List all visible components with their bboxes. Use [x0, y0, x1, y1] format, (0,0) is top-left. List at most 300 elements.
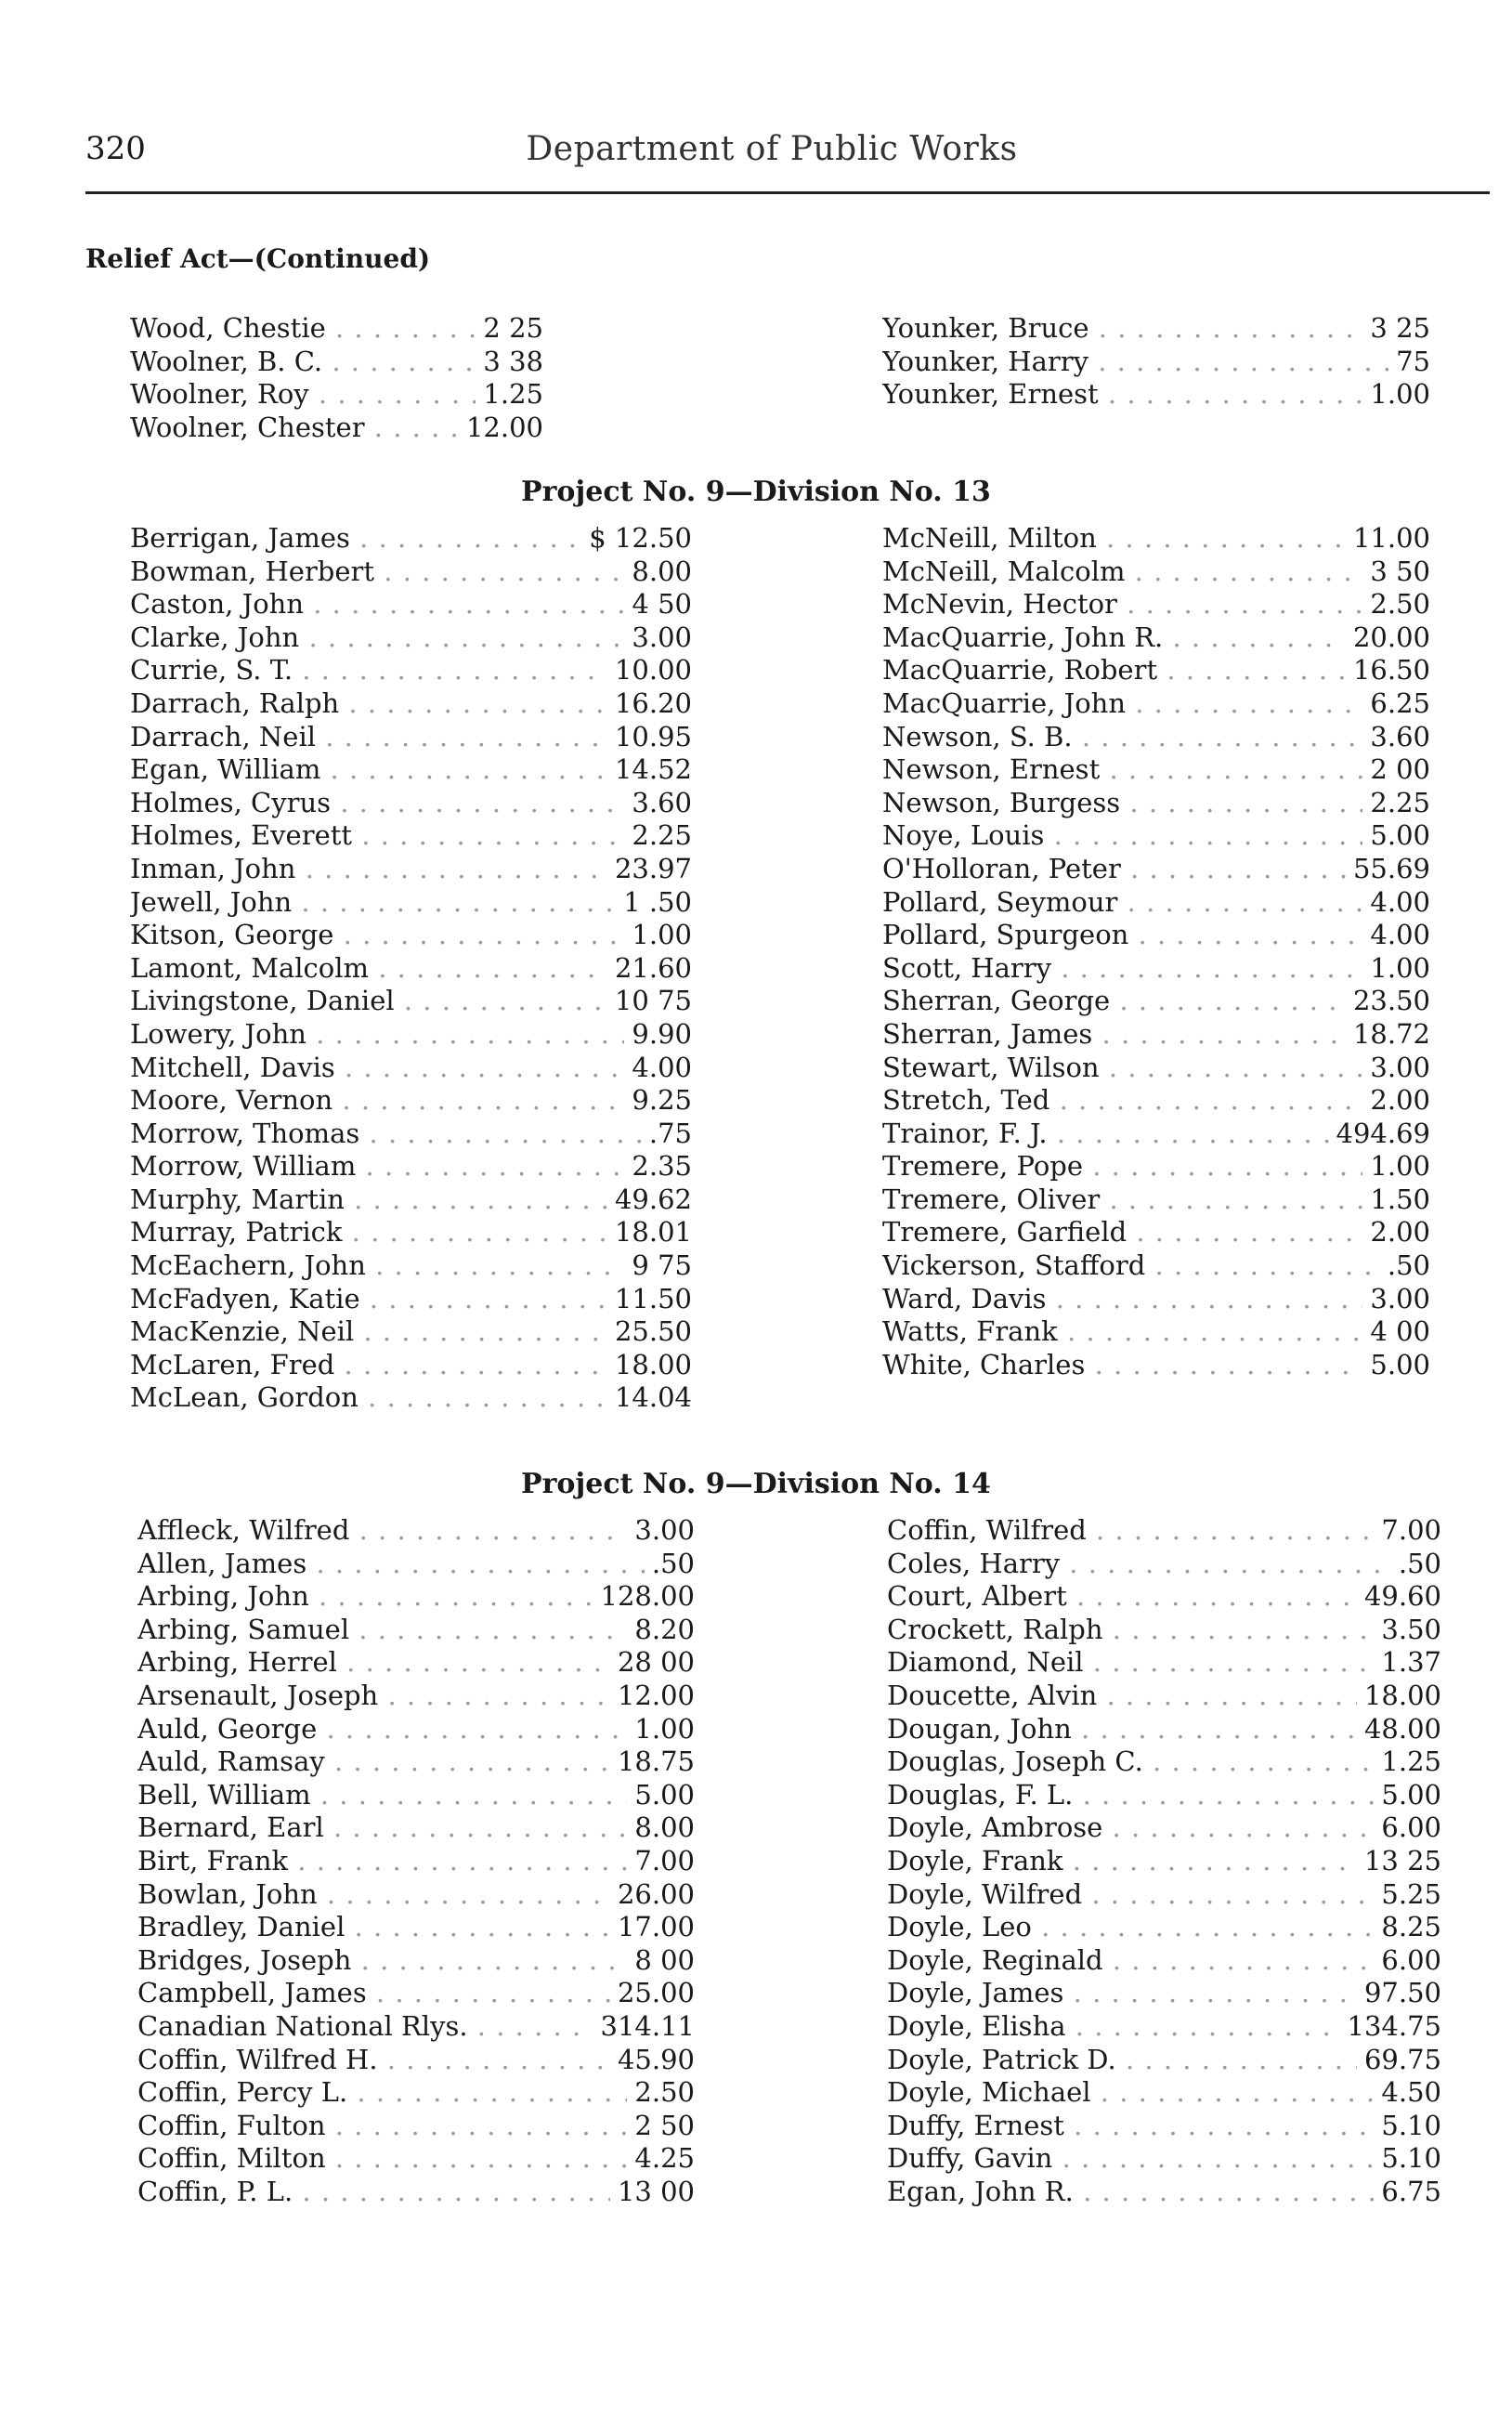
- list-item: [887, 1779, 1441, 1812]
- list-item: [130, 1018, 692, 1052]
- payee-name: McEachern, John . . .: [130, 1249, 684, 1283]
- payee-name: Stewart, Wilson . . .: [882, 1052, 1423, 1085]
- list-item: [130, 312, 543, 346]
- list-item: [130, 522, 692, 556]
- list-item: [887, 2176, 1441, 2209]
- list-item: [137, 1779, 695, 1812]
- list-item: [130, 1150, 692, 1183]
- amount: 2.00: [1362, 1216, 1430, 1249]
- payee-name: Doucette, Alvin . . .: [887, 1680, 1434, 1713]
- payee-name: Douglas, Joseph C. . . .: [887, 1746, 1434, 1779]
- list-item: [887, 2142, 1441, 2176]
- payee-name: Affleck, Wilfred . . .: [137, 1514, 687, 1548]
- amount: 3.00: [624, 621, 692, 655]
- list-item: [137, 1845, 695, 1878]
- section-title: Project No. 9—Division No. 13: [521, 476, 991, 508]
- payee-name: Arbing, Herrel . . .: [137, 1646, 687, 1680]
- amount: 7.00: [627, 1845, 695, 1878]
- payee-name: Morrow, William . . .: [130, 1150, 684, 1183]
- list-item: [887, 1878, 1441, 1912]
- amount: 17.00: [610, 1911, 695, 1944]
- list-item: [882, 522, 1430, 556]
- amount: 16.20: [607, 687, 692, 721]
- payee-name: Tremere, Garfield . . .: [882, 1216, 1423, 1249]
- payee-name: Sherran, George . . .: [882, 985, 1423, 1018]
- amount: 55.69: [1346, 853, 1430, 886]
- list-item: [137, 2044, 695, 2077]
- amount: 4 00: [1362, 1315, 1430, 1349]
- amount: 4.50: [1374, 2076, 1441, 2110]
- payee-name: Coffin, Wilfred H. . . .: [137, 2044, 687, 2077]
- list-item: [137, 1614, 695, 1647]
- amount: 12.00: [459, 412, 543, 445]
- payee-name: Clarke, John . . .: [130, 621, 684, 655]
- amount: 8.25: [1374, 1911, 1441, 1944]
- list-item: [882, 1216, 1430, 1249]
- list-item: [130, 952, 692, 986]
- amount: 3.00: [1362, 1283, 1430, 1316]
- left-column: [130, 522, 692, 1415]
- payee-name: Dougan, John . . .: [887, 1713, 1434, 1746]
- list-item: [137, 1911, 695, 1944]
- amount: 1.00: [627, 1713, 695, 1746]
- list-item: [882, 1118, 1430, 1151]
- amount: 1.00: [1362, 1150, 1430, 1183]
- continued-heading: Relief Act—(Continued): [85, 243, 431, 274]
- payee-name: MacQuarrie, Robert . . .: [882, 654, 1423, 687]
- amount: 2.25: [1362, 787, 1430, 820]
- amount: 2.35: [624, 1150, 692, 1183]
- payee-name: Doyle, Ambrose . . .: [887, 1811, 1434, 1845]
- list-item: [882, 312, 1430, 346]
- amount: 4 50: [624, 588, 692, 621]
- list-item: [882, 853, 1430, 886]
- list-item: [130, 556, 692, 589]
- list-item: [130, 819, 692, 853]
- amount: 2.25: [624, 819, 692, 853]
- amount: 494.69: [1329, 1118, 1430, 1151]
- list-item: [130, 985, 692, 1018]
- amount: 18.00: [607, 1349, 692, 1382]
- amount: 21.60: [607, 952, 692, 986]
- amount: 8.00: [627, 1811, 695, 1845]
- payee-name: Holmes, Everett . . .: [130, 819, 684, 853]
- amount: 8 00: [627, 1944, 695, 1978]
- list-item: [137, 1646, 695, 1680]
- list-item: [130, 1216, 692, 1249]
- payee-name: Doyle, Leo . . .: [887, 1911, 1434, 1944]
- list-item: [137, 1977, 695, 2010]
- amount: 1.37: [1374, 1646, 1441, 1680]
- list-item: [887, 1514, 1441, 1548]
- payee-name: Coffin, Wilfred . . .: [887, 1514, 1434, 1548]
- amount: 2 50: [627, 2110, 695, 2143]
- payee-name: Coffin, Fulton . . .: [137, 2110, 687, 2143]
- list-item: [137, 1713, 695, 1746]
- payee-name: Tremere, Oliver . . .: [882, 1183, 1423, 1217]
- list-item: [882, 721, 1430, 754]
- list-item: [130, 1381, 692, 1415]
- payee-name: Mitchell, Davis . . .: [130, 1052, 684, 1085]
- amount: 18.72: [1346, 1018, 1430, 1052]
- list-item: [887, 1713, 1441, 1746]
- payee-name: Doyle, Elisha . . .: [887, 2010, 1434, 2044]
- list-item: [882, 985, 1430, 1018]
- amount: 23.50: [1346, 985, 1430, 1018]
- payee-name: Egan, William . . .: [130, 753, 684, 787]
- payee-name: Coffin, Percy L. . . .: [137, 2076, 687, 2110]
- section-division-13: [0, 476, 1512, 1414]
- list-item: [130, 886, 692, 920]
- list-item: [130, 412, 543, 445]
- amount: 4.00: [624, 1052, 692, 1085]
- list-item: [137, 1878, 695, 1912]
- list-item: [130, 753, 692, 787]
- amount: 20.00: [1346, 621, 1430, 655]
- list-item: [882, 378, 1430, 412]
- payee-name: Noye, Louis . . .: [882, 819, 1423, 853]
- amount: 10 75: [607, 985, 692, 1018]
- list-item: [887, 2044, 1441, 2077]
- list-item: [137, 1680, 695, 1713]
- list-item: [882, 1183, 1430, 1217]
- payee-name: Moore, Vernon . . .: [130, 1084, 684, 1118]
- payee-name: Inman, John . . .: [130, 853, 684, 886]
- payee-name: Ward, Davis . . .: [882, 1283, 1423, 1316]
- list-item: [137, 2110, 695, 2143]
- payee-name: Pollard, Seymour . . .: [882, 886, 1423, 920]
- section-relief-act-continued: [0, 312, 1512, 443]
- amount: 28 00: [610, 1646, 695, 1680]
- payee-name: Kitson, George . . .: [130, 919, 684, 952]
- payee-name: McNevin, Hector . . .: [882, 588, 1423, 621]
- list-item: [882, 346, 1430, 379]
- payee-name: Younker, Bruce . . .: [882, 312, 1423, 346]
- payee-name: Allen, James . . .: [137, 1548, 687, 1581]
- payee-name: White, Charles . . .: [882, 1349, 1423, 1382]
- payee-name: Campbell, James . . .: [137, 1977, 687, 2010]
- list-item: [882, 952, 1430, 986]
- list-item: [887, 1944, 1441, 1978]
- list-item: [887, 1845, 1441, 1878]
- payee-name: Woolner, Chester . . .: [130, 412, 536, 445]
- list-item: [130, 853, 692, 886]
- amount: 45.90: [610, 2044, 695, 2077]
- list-item: [130, 1283, 692, 1316]
- amount: .75: [642, 1118, 692, 1151]
- amount: 5.10: [1374, 2110, 1441, 2143]
- list-item: [882, 1283, 1430, 1316]
- amount: 1.00: [1362, 378, 1430, 412]
- amount: 2.50: [1362, 588, 1430, 621]
- payee-name: Coffin, Milton . . .: [137, 2142, 687, 2176]
- amount: 13 25: [1357, 1845, 1441, 1878]
- payee-name: Diamond, Neil . . .: [887, 1646, 1434, 1680]
- amount: 7.00: [1374, 1514, 1441, 1548]
- amount: 69.75: [1357, 2044, 1441, 2077]
- amount: 3 38: [476, 346, 543, 379]
- amount: 3.00: [627, 1514, 695, 1548]
- amount: 3.60: [624, 787, 692, 820]
- amount: 2 00: [1362, 753, 1430, 787]
- payee-name: Tremere, Pope . . .: [882, 1150, 1423, 1183]
- amount: 2.00: [1362, 1084, 1430, 1118]
- payee-name: Auld, George . . .: [137, 1713, 687, 1746]
- payee-name: Crockett, Ralph . . .: [887, 1614, 1434, 1647]
- payee-name: Bridges, Joseph . . .: [137, 1944, 687, 1978]
- list-item: [137, 1746, 695, 1779]
- list-item: [882, 621, 1430, 655]
- payee-name: Murphy, Martin . . .: [130, 1183, 684, 1217]
- list-item: [882, 1052, 1430, 1085]
- amount: 97.50: [1357, 1977, 1441, 2010]
- amount: 18.01: [607, 1216, 692, 1249]
- amount: 49.60: [1357, 1580, 1441, 1614]
- list-item: [887, 2010, 1441, 2044]
- payee-name: Vickerson, Stafford . . .: [882, 1249, 1423, 1283]
- amount: 3 25: [1362, 312, 1430, 346]
- amount: 49.62: [607, 1183, 692, 1217]
- payee-name: Newson, S. B. . . .: [882, 721, 1423, 754]
- amount: 25.50: [607, 1315, 692, 1349]
- list-item: [130, 654, 692, 687]
- amount: 2.50: [627, 2076, 695, 2110]
- list-item: [882, 886, 1430, 920]
- amount: 23.97: [607, 853, 692, 886]
- payee-name: Coffin, P. L. . . .: [137, 2176, 687, 2209]
- amount: 1 .50: [616, 886, 692, 920]
- list-item: [137, 1811, 695, 1845]
- payee-name: Lamont, Malcolm . . .: [130, 952, 684, 986]
- list-item: [137, 1548, 695, 1581]
- amount: 48.00: [1357, 1713, 1441, 1746]
- list-item: [887, 2110, 1441, 2143]
- payee-name: McFadyen, Katie . . .: [130, 1283, 684, 1316]
- section-title: Project No. 9—Division No. 14: [521, 1468, 991, 1500]
- amount: 6.00: [1374, 1944, 1441, 1978]
- payee-name: Younker, Ernest . . .: [882, 378, 1423, 412]
- list-item: [887, 1548, 1441, 1581]
- list-item: [887, 1746, 1441, 1779]
- list-item: [137, 1580, 695, 1614]
- list-item: [882, 919, 1430, 952]
- amount: 11.00: [1346, 522, 1430, 556]
- right-column: [887, 1514, 1441, 2208]
- amount: 18.75: [610, 1746, 695, 1779]
- amount: 75: [1388, 346, 1430, 379]
- payee-name: Murray, Patrick . . .: [130, 1216, 684, 1249]
- payee-name: MacQuarrie, John R. . . .: [882, 621, 1423, 655]
- payee-name: Court, Albert . . .: [887, 1580, 1434, 1614]
- payee-name: Woolner, Roy . . .: [130, 378, 536, 412]
- list-item: [137, 2010, 695, 2044]
- amount: 2 25: [476, 312, 543, 346]
- list-item: [887, 1614, 1441, 1647]
- payee-name: O'Holloran, Peter . . .: [882, 853, 1423, 886]
- section-division-14: [0, 1468, 1512, 2207]
- left-column: [130, 312, 543, 444]
- amount: 3.50: [1374, 1614, 1441, 1647]
- list-item: [130, 1118, 692, 1151]
- list-item: [137, 1944, 695, 1978]
- list-item: [882, 588, 1430, 621]
- amount: 5.25: [1374, 1878, 1441, 1912]
- payee-name: Duffy, Gavin . . .: [887, 2142, 1434, 2176]
- amount: 8.00: [624, 556, 692, 589]
- payee-name: Newson, Burgess . . .: [882, 787, 1423, 820]
- amount: 5.00: [1362, 819, 1430, 853]
- payee-name: Pollard, Spurgeon . . .: [882, 919, 1423, 952]
- payee-name: Bradley, Daniel . . .: [137, 1911, 687, 1944]
- payee-name: Duffy, Ernest . . .: [887, 2110, 1434, 2143]
- list-item: [130, 621, 692, 655]
- amount: 11.50: [607, 1283, 692, 1316]
- amount: 314.11: [593, 2010, 695, 2044]
- list-item: [130, 378, 543, 412]
- payee-name: Doyle, Reginald . . .: [887, 1944, 1434, 1978]
- amount: 10.95: [607, 721, 692, 754]
- list-item: [882, 1150, 1430, 1183]
- list-item: [882, 556, 1430, 589]
- amount: 3 50: [1362, 556, 1430, 589]
- payee-name: Egan, John R. . . .: [887, 2176, 1434, 2209]
- payee-name: Trainor, F. J. . . .: [882, 1118, 1423, 1151]
- header-rule: [85, 191, 1490, 194]
- list-item: [130, 1183, 692, 1217]
- list-item: [882, 1315, 1430, 1349]
- payee-name: Livingstone, Daniel . . .: [130, 985, 684, 1018]
- payee-name: Bernard, Earl . . .: [137, 1811, 687, 1845]
- list-item: [137, 2142, 695, 2176]
- amount: 6.75: [1374, 2176, 1441, 2209]
- list-item: [882, 687, 1430, 721]
- amount: 9 75: [624, 1249, 692, 1283]
- payee-name: Arbing, Samuel . . .: [137, 1614, 687, 1647]
- payee-name: Scott, Harry . . .: [882, 952, 1423, 986]
- payee-name: Currie, S. T. . . .: [130, 654, 684, 687]
- list-item: [130, 346, 543, 379]
- list-item: [882, 787, 1430, 820]
- amount: 1.25: [476, 378, 543, 412]
- amount: .50: [1391, 1548, 1441, 1581]
- list-item: [130, 687, 692, 721]
- payee-name: Berrigan, James . . .: [130, 522, 684, 556]
- right-column: [882, 312, 1430, 412]
- payee-name: Doyle, Michael . . .: [887, 2076, 1434, 2110]
- list-item: [882, 819, 1430, 853]
- payee-name: McLean, Gordon . . .: [130, 1381, 684, 1415]
- amount: 3.60: [1362, 721, 1430, 754]
- payee-name: Bowman, Herbert . . .: [130, 556, 684, 589]
- amount: 13 00: [610, 2176, 695, 2209]
- amount: 1.25: [1374, 1746, 1441, 1779]
- payee-name: Younker, Harry . . .: [882, 346, 1423, 379]
- list-item: [130, 1315, 692, 1349]
- list-item: [130, 721, 692, 754]
- payee-name: Douglas, F. L. . . .: [887, 1779, 1434, 1812]
- payee-name: Darrach, Neil . . .: [130, 721, 684, 754]
- payee-name: McNeill, Milton . . .: [882, 522, 1423, 556]
- list-item: [887, 1580, 1441, 1614]
- payee-name: Watts, Frank . . .: [882, 1315, 1423, 1349]
- payee-name: Arbing, John . . .: [137, 1580, 687, 1614]
- amount: 6.25: [1362, 687, 1430, 721]
- list-item: [887, 1680, 1441, 1713]
- list-item: [887, 1977, 1441, 2010]
- payee-name: Darrach, Ralph . . .: [130, 687, 684, 721]
- amount: 128.00: [593, 1580, 695, 1614]
- amount: 134.75: [1340, 2010, 1441, 2044]
- payee-name: Doyle, Wilfred . . .: [887, 1878, 1434, 1912]
- list-item: [130, 1084, 692, 1118]
- amount: 9.90: [624, 1018, 692, 1052]
- amount: 4.00: [1362, 886, 1430, 920]
- payee-name: Woolner, B. C. . . .: [130, 346, 536, 379]
- amount: 14.52: [607, 753, 692, 787]
- amount: 5.00: [627, 1779, 695, 1812]
- amount: 9.25: [624, 1084, 692, 1118]
- payee-name: Newson, Ernest . . .: [882, 753, 1423, 787]
- left-column: [137, 1514, 695, 2208]
- payee-name: Holmes, Cyrus . . .: [130, 787, 684, 820]
- payee-name: Arsenault, Joseph . . .: [137, 1680, 687, 1713]
- list-item: [130, 1052, 692, 1085]
- payee-name: Auld, Ramsay . . .: [137, 1746, 687, 1779]
- amount: 6.00: [1374, 1811, 1441, 1845]
- list-item: [887, 1911, 1441, 1944]
- payee-name: MacQuarrie, John . . .: [882, 687, 1423, 721]
- amount: 18.00: [1357, 1680, 1441, 1713]
- list-item: [882, 1249, 1430, 1283]
- page-header: [85, 130, 1458, 186]
- payee-name: Doyle, Patrick D. . . .: [887, 2044, 1434, 2077]
- list-item: [130, 1249, 692, 1283]
- payee-name: Morrow, Thomas . . .: [130, 1118, 684, 1151]
- amount: .50: [645, 1548, 695, 1581]
- amount: 5.00: [1374, 1779, 1441, 1812]
- list-item: [130, 1349, 692, 1382]
- list-item: [882, 654, 1430, 687]
- amount: $ 12.50: [581, 522, 692, 556]
- list-item: [882, 1018, 1430, 1052]
- amount: 8.20: [627, 1614, 695, 1647]
- list-item: [137, 2176, 695, 2209]
- list-item: [130, 588, 692, 621]
- amount: 26.00: [610, 1878, 695, 1912]
- list-item: [130, 787, 692, 820]
- amount: 5.10: [1374, 2142, 1441, 2176]
- payee-name: McLaren, Fred . . .: [130, 1349, 684, 1382]
- payee-name: Bowlan, John . . .: [137, 1878, 687, 1912]
- payee-name: Doyle, James . . .: [887, 1977, 1434, 2010]
- payee-name: McNeill, Malcolm . . .: [882, 556, 1423, 589]
- payee-name: Caston, John . . .: [130, 588, 684, 621]
- payee-name: Coles, Harry . . .: [887, 1548, 1434, 1581]
- amount: 1.00: [1362, 952, 1430, 986]
- list-item: [882, 1084, 1430, 1118]
- amount: 25.00: [610, 1977, 695, 2010]
- payee-name: Bell, William . . .: [137, 1779, 687, 1812]
- payee-name: Sherran, James . . .: [882, 1018, 1423, 1052]
- list-item: [887, 1811, 1441, 1845]
- amount: 14.04: [607, 1381, 692, 1415]
- payee-name: Lowery, John . . .: [130, 1018, 684, 1052]
- amount: 4.00: [1362, 919, 1430, 952]
- payee-name: Wood, Chestie . . .: [130, 312, 536, 346]
- amount: 12.00: [610, 1680, 695, 1713]
- payee-name: Jewell, John . . .: [130, 886, 684, 920]
- amount: 3.00: [1362, 1052, 1430, 1085]
